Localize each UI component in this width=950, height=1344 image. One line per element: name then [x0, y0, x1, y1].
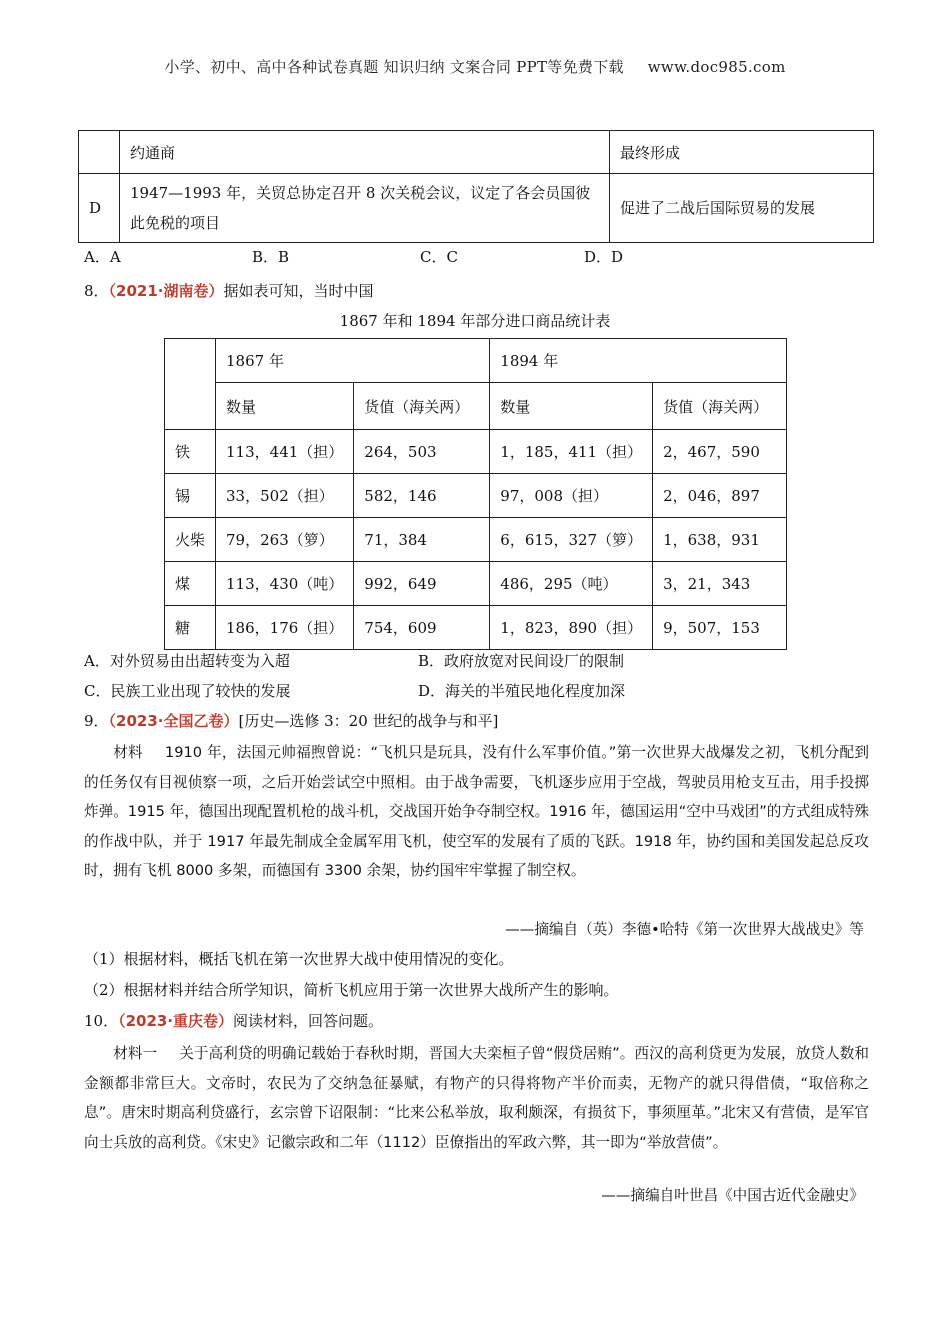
question-text: 据如表可知，当时中国: [223, 282, 374, 300]
table-cell: 71，384: [354, 518, 490, 562]
option-c[interactable]: C．C: [420, 248, 458, 266]
page-header: [0, 56, 950, 77]
table-cell: 97，008（担）: [490, 474, 653, 518]
table-cell: [79, 131, 120, 174]
table-cell: 铁: [165, 430, 216, 474]
question9-material: [84, 738, 869, 886]
table-row: [165, 606, 787, 650]
table-row: [79, 131, 874, 174]
option-b[interactable]: B．政府放宽对民间设厂的限制: [418, 652, 625, 670]
question7-table: [78, 130, 874, 243]
table-cell: D: [79, 174, 120, 243]
table-row: [165, 474, 787, 518]
question-text: [历史—选修 3：20 世纪的战争与和平]: [238, 712, 499, 730]
table-cell: 33，502（担）: [216, 474, 354, 518]
question8-stem: [84, 280, 374, 301]
table-header-cell: 数量: [490, 383, 653, 430]
table-row: [79, 174, 874, 243]
question-text: 阅读材料，回答问题。: [233, 1012, 384, 1030]
table-cell: 约通商: [120, 131, 610, 174]
question9-stem: [84, 710, 498, 731]
table-cell: 1，823，890（担）: [490, 606, 653, 650]
question-number: 10．: [84, 1012, 119, 1030]
question-number: 8．: [84, 282, 109, 300]
table-header-row: [165, 383, 787, 430]
question-source: （2021·湖南卷）: [108, 282, 224, 300]
option-b[interactable]: B．B: [252, 248, 290, 266]
table-header-cell: 1894 年: [490, 339, 787, 383]
table-header-cell: 货值（海关两）: [354, 383, 490, 430]
option-d[interactable]: D．海关的半殖民地化程度加深: [418, 682, 626, 700]
question9-sub2: （2）根据材料并结合所学知识，简析飞机应用于第一次世界大战所产生的影响。: [84, 981, 619, 999]
table-cell: 486，295（吨）: [490, 562, 653, 606]
material-label: 材料: [113, 744, 143, 761]
table-cell: 113，430（吨）: [216, 562, 354, 606]
table-cell: 582，146: [354, 474, 490, 518]
table-row: [165, 518, 787, 562]
table-cell: 754，609: [354, 606, 490, 650]
table-cell: 186，176（担）: [216, 606, 354, 650]
table-cell: 2，467，590: [653, 430, 787, 474]
citation: ——摘编自叶世昌《中国古近代金融史》: [601, 1187, 864, 1204]
table-cell: 6，615，327（箩）: [490, 518, 653, 562]
option-d[interactable]: D．D: [584, 248, 624, 266]
table-cell: 促进了二战后国际贸易的发展: [610, 174, 874, 243]
table-cell: 992，649: [354, 562, 490, 606]
table-cell: 最终形成: [610, 131, 874, 174]
question-source: （2023·全国乙卷）: [108, 712, 239, 730]
table-cell: 煤: [165, 562, 216, 606]
question9-sub1: （1）根据材料，概括飞机在第一次世界大战中使用情况的变化。: [84, 950, 514, 968]
table-header-cell: 货值（海关两）: [653, 383, 787, 430]
table-row: [165, 430, 787, 474]
table-title: 1867 年和 1894 年部分进口商品统计表: [339, 312, 611, 330]
question10-stem: [84, 1010, 383, 1031]
table-cell: 1947—1993 年，关贸总协定召开 8 次关税会议，议定了各会员国彼此免税的项目: [120, 174, 610, 243]
table-row: [165, 562, 787, 606]
material-text: 关于高利贷的明确记载始于春秋时期，晋国大夫栾桓子曾“假贷居贿”。西汉的高利贷更为发展，放贷人数和金额都非常巨大。文帝时，农民为了交纳急征暴赋，有物产的只得将物产半价而卖，无物产的就只得借债，“取倍称之息”。唐宋时期高利贷盛行，玄宗曾下诏限制：“比来公私举放，取利颇深，有损贫下，事须厘革。”北宋又有营债，是军官向士兵放的高利贷。《宋史》记徽宗政和二年（1112）臣僚指出的军政六弊，其一即为“举放营债”。: [84, 1045, 869, 1151]
table-cell: 3，21，343: [653, 562, 787, 606]
table-cell: [165, 339, 216, 430]
material-text: 1910 年，法国元帅福煦曾说：“飞机只是玩具，没有什么军事价值。”第一次世界大战爆发之初，飞机分配到的任务仅有目视侦察一项，之后开始尝试空中照相。由于战争需要，飞机逐步应用于空战，驾驶员用枪支互击，用手投掷炸弹。1915 年，德国出现配置机枪的战斗机，交战国开始争夺制空权。1916 年，德国运用“空中马戏团”的方式组成特殊的作战中队，并于 1917 年最先制成全金属军用飞机，使空军的发展有了质的飞跃。1918 年，协约国和美国发起总反攻时，拥有飞机 8000 多架，而德国有 3300 余架，协约国牢牢掌握了制空权。: [84, 744, 869, 879]
header-text: 小学、初中、高中各种试卷真题 知识归纳 文案合同 PPT等免费下载: [164, 58, 624, 76]
question10-material: [84, 1039, 869, 1157]
table-cell: 1，638，931: [653, 518, 787, 562]
table-cell: 79，263（箩）: [216, 518, 354, 562]
table-header-row: [165, 339, 787, 383]
table-cell: 糖: [165, 606, 216, 650]
option-c[interactable]: C．民族工业出现了较快的发展: [84, 682, 291, 700]
option-a[interactable]: A．对外贸易由出超转变为入超: [84, 652, 290, 670]
table-cell: 113，441（担）: [216, 430, 354, 474]
import-stats-table: [164, 338, 787, 650]
table-cell: 264，503: [354, 430, 490, 474]
question-source: （2023·重庆卷）: [118, 1012, 234, 1030]
table-cell: 2，046，897: [653, 474, 787, 518]
material-label: 材料一: [113, 1045, 158, 1062]
citation: ——摘编自（英）李德•哈特《第一次世界大战战史》等: [505, 921, 864, 938]
table-cell: 锡: [165, 474, 216, 518]
table-cell: 火柴: [165, 518, 216, 562]
table-header-cell: 数量: [216, 383, 354, 430]
table-header-cell: 1867 年: [216, 339, 490, 383]
header-url[interactable]: www.doc985.com: [647, 58, 786, 76]
question-number: 9．: [84, 712, 109, 730]
table-cell: 1，185，411（担）: [490, 430, 653, 474]
table-cell: 9，507，153: [653, 606, 787, 650]
option-a[interactable]: A．A: [84, 248, 121, 266]
